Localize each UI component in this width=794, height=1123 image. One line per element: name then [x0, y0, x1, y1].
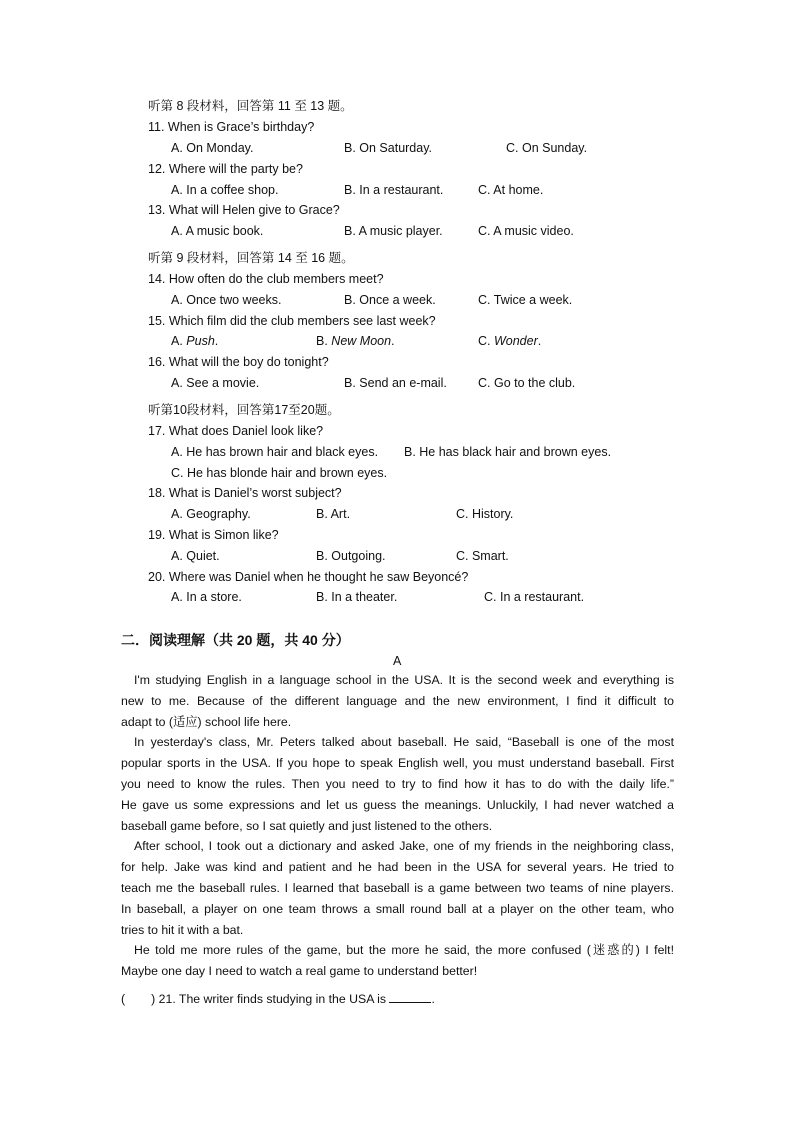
passage-line: adapt to (适应) school life here.	[121, 714, 292, 729]
option-letter: C.	[478, 334, 494, 348]
option-b: B. He has black hair and brown eyes.	[404, 445, 612, 459]
passage-line: Maybe one day I need to watch a real game to understand better!	[121, 964, 478, 979]
option-a: A. A music book.	[171, 224, 264, 238]
option-title: Wonder	[493, 334, 538, 348]
passage-line: In baseball, a player on one team throws a small round ball at a player on the other team, who	[121, 901, 674, 916]
question-19: 19. What is Simon like?	[148, 528, 279, 542]
passage-line: He told me more rules of the game, but the more he said, the more confused (迷惑的) I felt!	[134, 943, 674, 958]
option-c: C. He has blonde hair and brown eyes.	[171, 466, 388, 480]
question-16: 16. What will the boy do tonight?	[148, 355, 329, 369]
question-15: 15. Which film did the club members see last week?	[148, 314, 436, 328]
option-b: B. Once a week.	[344, 293, 436, 307]
option-b: B. In a theater.	[316, 590, 398, 604]
option-a: A. Once two weeks.	[171, 293, 282, 307]
passage-line: you need to know the rules. Then you need to try to find how it has to do with the daily life.”	[121, 776, 674, 791]
passage-line: for help. Jake was kind and patient and he had been in the USA for several years. He tried to	[121, 860, 674, 875]
option-b: B. A music player.	[344, 224, 443, 238]
option-c: C. Go to the club.	[478, 376, 576, 390]
option-c: C. Wonder.	[478, 334, 542, 348]
option-title: Push	[186, 334, 215, 348]
passage-line: new to me. Because of the different language and the new environment, I find it difficult to	[121, 693, 674, 708]
section-header: 听第 9 段材料，回答第 14 至 16 题。	[148, 251, 354, 265]
option-a: A. He has brown hair and black eyes.	[171, 445, 379, 459]
option-b: B. Send an e-mail.	[344, 376, 447, 390]
option-a: A. Push.	[171, 334, 219, 348]
passage-line: baseball game before, so I sat quietly and just listened to the others.	[121, 818, 493, 833]
passage-line: teach me the baseball rules. I learned that baseball is a game between two teams of nine players.	[121, 880, 674, 895]
question-13: 13. What will Helen give to Grace?	[148, 203, 340, 217]
option-b: B. On Saturday.	[344, 141, 433, 155]
option-a: A. Quiet.	[171, 549, 220, 563]
reading-passage	[121, 670, 674, 982]
option-c: C. History.	[456, 507, 514, 521]
passage-line: I'm studying English in a language school in the USA. It is the second week and everything is	[134, 673, 674, 687]
section-header: 听第 8 段材料，回答第 11 至 13 题。	[148, 99, 353, 113]
option-c: C. Twice a week.	[478, 293, 573, 307]
option-title: New Moon	[331, 334, 392, 348]
passage-line: In yesterday's class, Mr. Peters talked about baseball. He said, “Baseball is one of the most	[134, 735, 674, 750]
answer-blank[interactable]	[389, 990, 431, 1003]
option-a: A. In a store.	[171, 590, 242, 604]
question-text: 21. The writer finds studying in the USA is	[158, 992, 387, 1006]
option-c: C. A music video.	[478, 224, 574, 238]
option-a: A. Geography.	[171, 507, 251, 521]
option-a: A. See a movie.	[171, 376, 260, 390]
section-header: 听第10段材料，回答第17至20题。	[148, 403, 340, 417]
question-14: 14. How often do the club members meet?	[148, 272, 384, 286]
answer-paren-open: (	[121, 992, 126, 1006]
question-12: 12. Where will the party be?	[148, 162, 303, 176]
option-c: C. In a restaurant.	[484, 590, 585, 604]
passage-line: He gave us some expressions and let us guess the meanings. Unluckily, I had never watched a	[121, 797, 674, 812]
option-b: B. New Moon.	[316, 334, 395, 348]
option-b: B. Outgoing.	[316, 549, 386, 563]
option-a: A. In a coffee shop.	[171, 183, 279, 197]
option-c: C. On Sunday.	[506, 141, 588, 155]
question-18: 18. What is Daniel’s worst subject?	[148, 486, 342, 500]
passage-line: popular sports in the USA. If you hope to speak English well, you must understand baseball. First	[121, 756, 674, 771]
question-21	[121, 990, 435, 1007]
section-heading: 二．阅读理解（共 20 题，共 40 分）	[121, 632, 350, 648]
question-17: 17. What does Daniel look like?	[148, 424, 324, 438]
passage-label: A	[393, 654, 402, 668]
question-11: 11. When is Grace’s birthday?	[148, 120, 315, 134]
passage-line: tries to hit it with a bat.	[121, 922, 244, 937]
option-letter: A.	[171, 334, 187, 348]
option-c: C. Smart.	[456, 549, 509, 563]
option-b: B. In a restaurant.	[344, 183, 444, 197]
option-letter: B.	[316, 334, 332, 348]
answer-paren-close: )	[151, 992, 156, 1006]
question-20: 20. Where was Daniel when he thought he saw Beyoncé?	[148, 570, 469, 584]
option-c: C. At home.	[478, 183, 544, 197]
passage-line: After school, I took out a dictionary and asked Jake, one of my friends in the neighboring class,	[134, 839, 674, 854]
option-a: A. On Monday.	[171, 141, 254, 155]
option-b: B. Art.	[316, 507, 351, 521]
question-end: .	[431, 992, 435, 1006]
